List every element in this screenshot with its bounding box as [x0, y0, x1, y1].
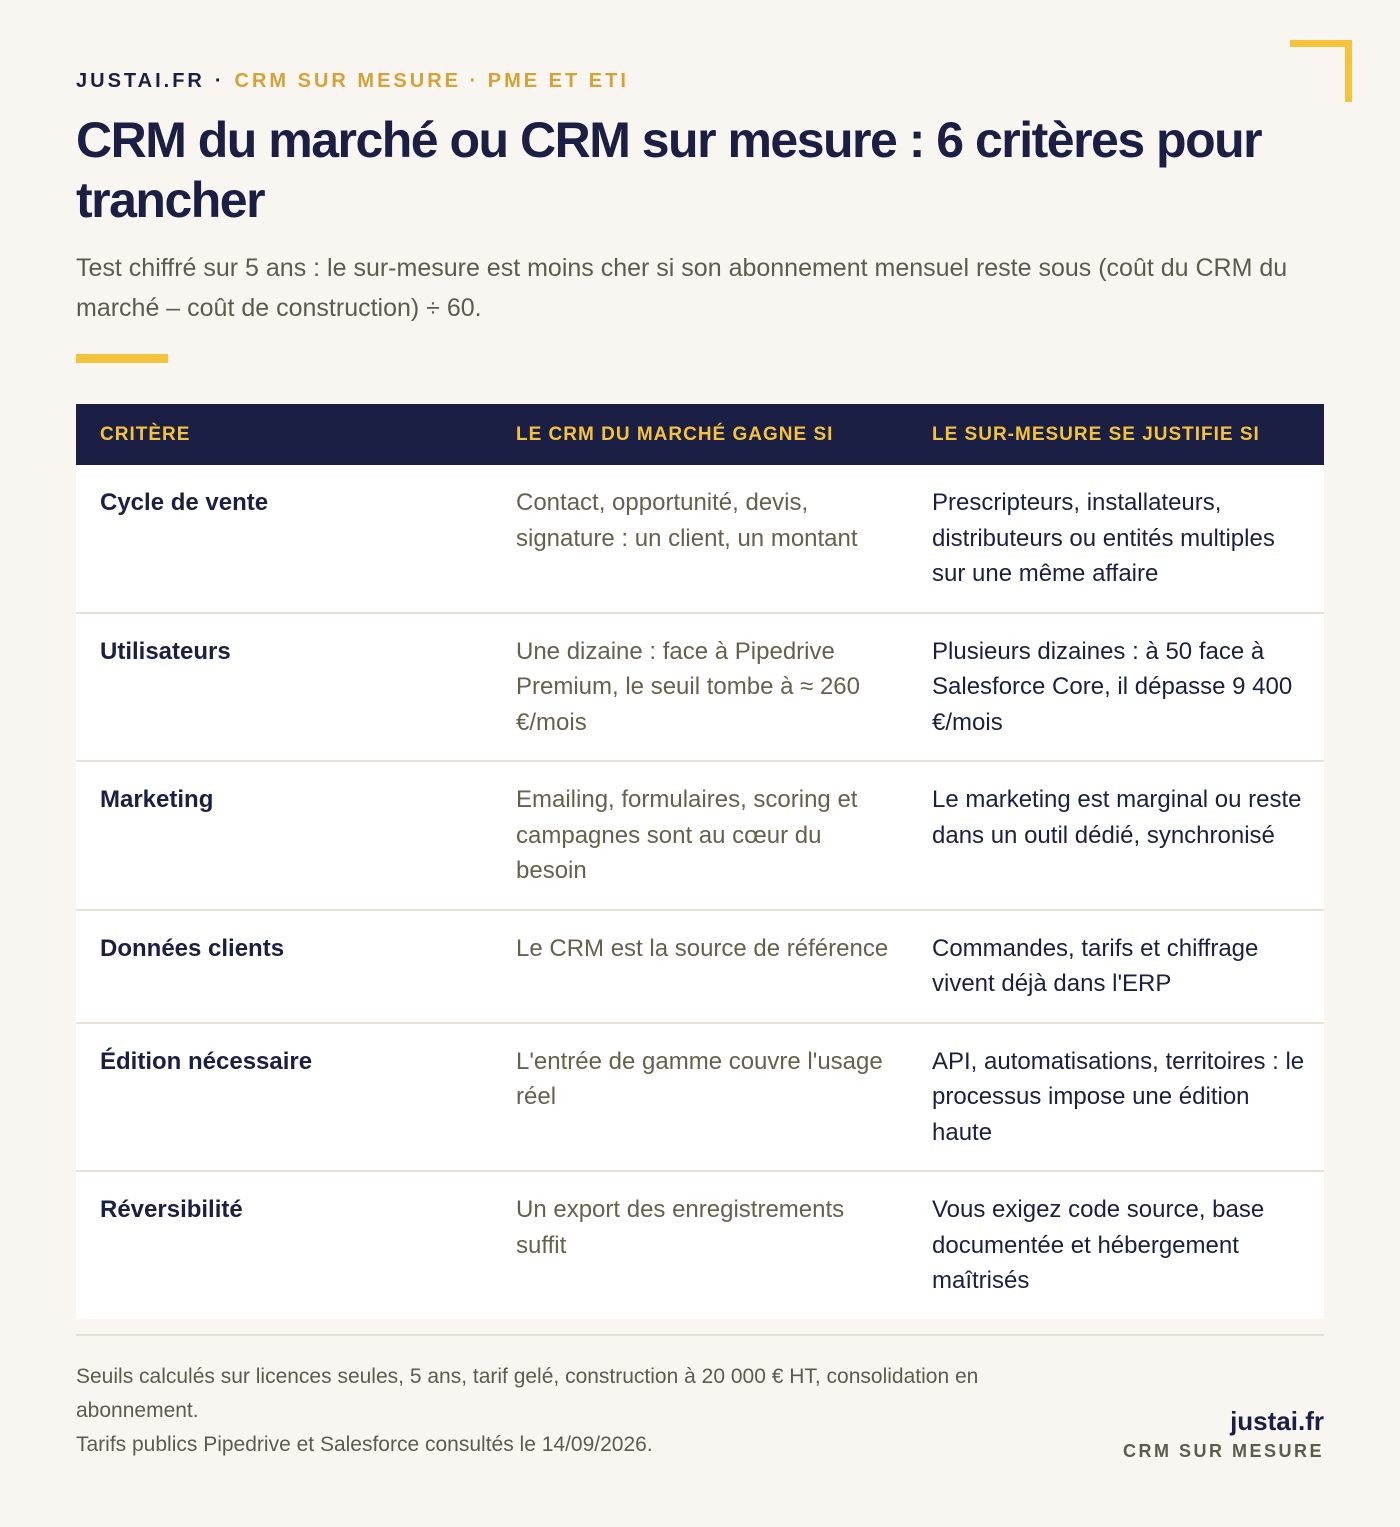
criterion-cell: Édition nécessaire — [76, 1023, 492, 1172]
table-row — [76, 910, 1324, 1023]
criterion-cell: Marketing — [76, 761, 492, 910]
table-row — [76, 1171, 1324, 1319]
corner-accent-mark — [1290, 40, 1352, 102]
table-row — [76, 465, 1324, 613]
market-cell: Le CRM est la source de référence — [492, 910, 908, 1023]
market-cell: Une dizaine : face à Pipedrive Premium, le seuil tombe à ≈ 260 €/mois — [492, 613, 908, 762]
page-subtitle: Test chiffré sur 5 ans : le sur-mesure est moins cher si son abonnement mensuel reste sous (coût du CRM du marché – coût de construction) ÷ 60. — [76, 254, 1288, 322]
column-header-criterion: CRITÈRE — [76, 404, 492, 465]
footer-brand — [1123, 1404, 1324, 1464]
column-header-custom: LE SUR-MESURE SE JUSTIFIE SI — [908, 404, 1324, 465]
table-row — [76, 613, 1324, 762]
table-header-row — [76, 404, 1324, 465]
table-header — [76, 404, 1324, 465]
accent-bar — [76, 354, 168, 363]
footer-notes — [76, 1360, 1096, 1462]
brand-domain: justai.fr — [1230, 1406, 1324, 1436]
column-header-market: LE CRM DU MARCHÉ GAGNE SI — [492, 404, 908, 465]
eyebrow-brand: JUSTAI.FR — [76, 70, 205, 92]
market-cell: Un export des enregistrements suffit — [516, 1196, 845, 1259]
table-row — [76, 761, 1324, 910]
pricing-source-note: Tarifs publics Pipedrive et Salesforce consultés le 14/09/2026. — [76, 1433, 653, 1456]
footer-divider — [76, 1334, 1324, 1336]
criterion-cell: Réversibilité — [100, 1196, 243, 1223]
criterion-cell: Données clients — [76, 910, 492, 1023]
eyebrow-separator: · — [214, 70, 225, 92]
custom-cell: Plusieurs dizaines : à 50 face à Salesforce Core, il dépasse 9 400 €/mois — [908, 613, 1324, 762]
custom-cell: Le marketing est marginal ou reste dans un outil dédié, synchronisé — [908, 761, 1324, 910]
methodology-note: Seuils calculés sur licences seules, 5 ans, tarif gelé, construction à 20 000 € HT, consolidation en abonnement. — [76, 1365, 979, 1422]
brand-tagline: CRM SUR MESURE — [1122, 1441, 1324, 1461]
custom-cell: API, automatisations, territoires : le processus impose une édition haute — [908, 1023, 1324, 1172]
criterion-cell: Utilisateurs — [76, 613, 492, 762]
market-cell: L'entrée de gamme couvre l'usage réel — [492, 1023, 908, 1172]
custom-cell: Commandes, tarifs et chiffrage vivent déjà dans l'ERP — [908, 910, 1324, 1023]
eyebrow-topic: CRM SUR MESURE · PME ET ETI — [234, 70, 629, 92]
eyebrow — [76, 70, 629, 93]
table-body — [76, 465, 1324, 1319]
custom-cell: Prescripteurs, installateurs, distributeurs ou entités multiples sur une même affaire — [908, 465, 1324, 613]
criteria-table — [76, 404, 1324, 1319]
market-cell: Emailing, formulaires, scoring et campagnes sont au cœur du besoin — [492, 761, 908, 910]
table-row — [76, 1023, 1324, 1172]
custom-cell: Vous exigez code source, base documentée et hébergement maîtrisés — [932, 1196, 1265, 1294]
criterion-cell: Cycle de vente — [76, 465, 492, 613]
page-title: CRM du marché ou CRM sur mesure : 6 critères pour trancher — [76, 112, 1262, 228]
market-cell: Contact, opportunité, devis, signature : un client, un montant — [492, 465, 908, 613]
